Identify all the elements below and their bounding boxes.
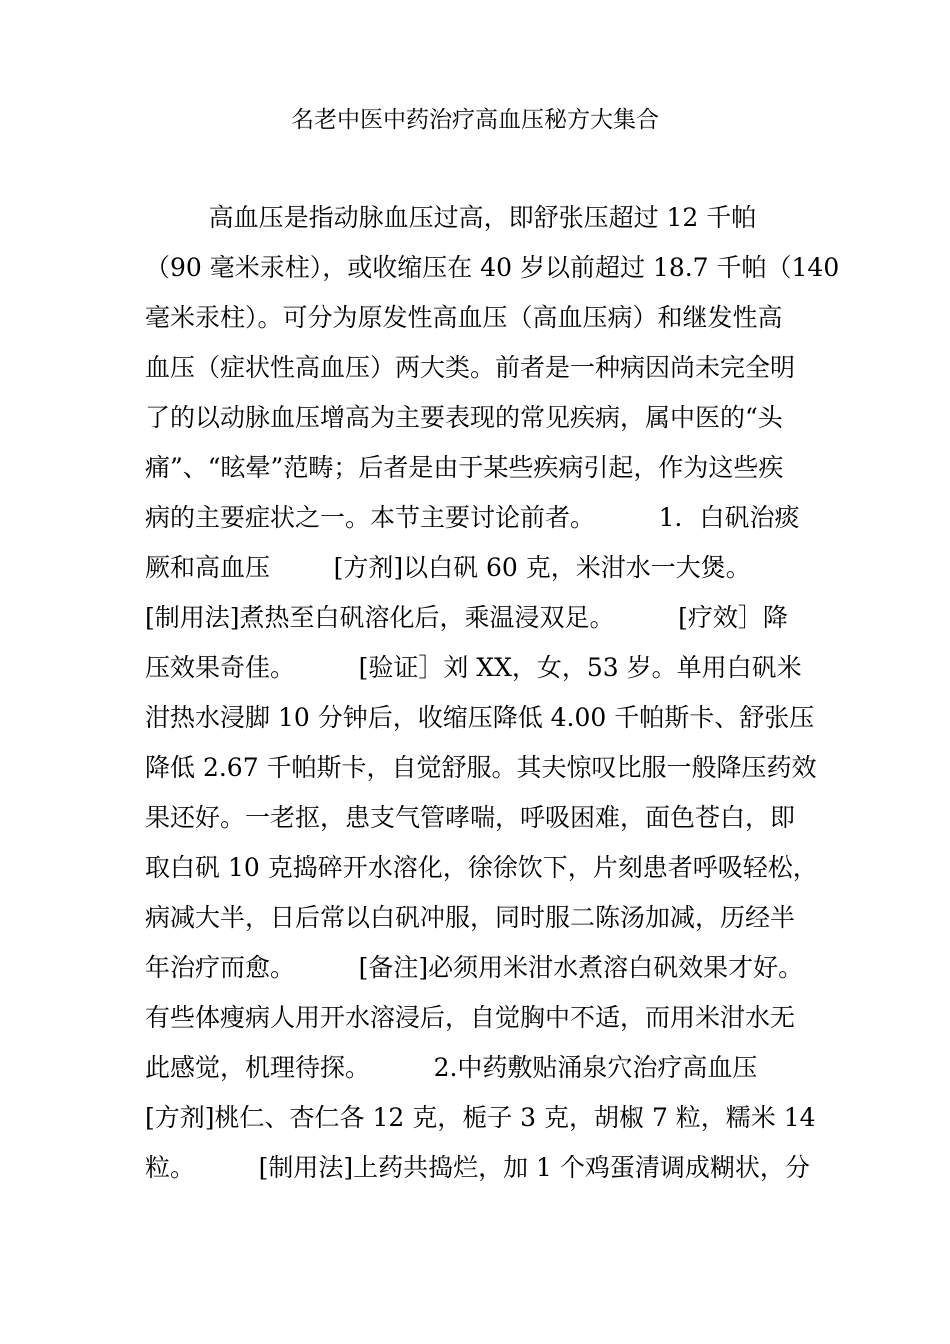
body-line: 高血压是指动脉血压过高，即舒张压超过 12 千帕 xyxy=(145,203,757,232)
body-line: 有些体瘦病人用开水溶浸后，自觉胸中不适，而用米泔水无 xyxy=(145,1003,796,1032)
body-line: 厥和高血压 [方剂]以白矾 60 克，米泔水一大煲。 xyxy=(145,553,751,582)
body-line: 病的主要症状之一。本节主要讨论前者。 1．白矾治痰 xyxy=(145,503,800,532)
body-line: 病减大半，日后常以白矾冲服，同时服二陈汤加减，历经半 xyxy=(145,903,796,932)
body-line: 痛”、“眩晕”范畴；后者是由于某些疾病引起，作为这些疾 xyxy=(145,453,784,482)
body-line: 血压（症状性高血压）两大类。前者是一种病因尚未完全明 xyxy=(145,353,796,382)
body-line: 泔热水浸脚 10 分钟后，收缩压降低 4.00 千帕斯卡、舒张压 xyxy=(145,703,815,732)
body-line: 粒。 [制用法]上药共捣烂，加 1 个鸡蛋清调成糊状，分 xyxy=(145,1153,810,1182)
body-line: 果还好。一老抠，患支气管哮喘，呼吸困难，面色苍白，即 xyxy=(145,803,796,832)
body-line: 取白矾 10 克捣碎开水溶化，徐徐饮下，片刻患者呼吸轻松， xyxy=(145,853,818,882)
body-line: 毫米汞柱）。可分为原发性高血压（高血压病）和继发性高 xyxy=(145,303,783,332)
body-line: 降低 2.67 千帕斯卡，自觉舒服。其夫惊叹比服一般降压药效 xyxy=(145,753,817,782)
body-line: [制用法]煮热至白矾溶化后，乘温浸双足。 [疗效］降 xyxy=(145,603,788,632)
body-line: 年治疗而愈。 [备注]必须用米泔水煮溶白矾效果才好。 xyxy=(145,953,804,982)
body-line: （90 毫米汞柱），或收缩压在 40 岁以前超过 18.7 千帕（140 xyxy=(145,253,840,282)
body-line: 了的以动脉血压增高为主要表现的常见疾病，属中医的“头 xyxy=(145,403,783,432)
body-line: 压效果奇佳。 [验证］刘 XX，女，53 岁。单用白矾米 xyxy=(145,653,802,682)
body-line: 此感觉，机理待探。 2.中药敷贴涌泉穴治疗高血压 xyxy=(145,1053,758,1082)
body-line: [方剂]桃仁、杏仁各 12 克，栀子 3 克，胡椒 7 粒，糯米 14 xyxy=(145,1103,816,1132)
document-title: 名老中医中药治疗高血压秘方大集合 xyxy=(291,107,659,133)
